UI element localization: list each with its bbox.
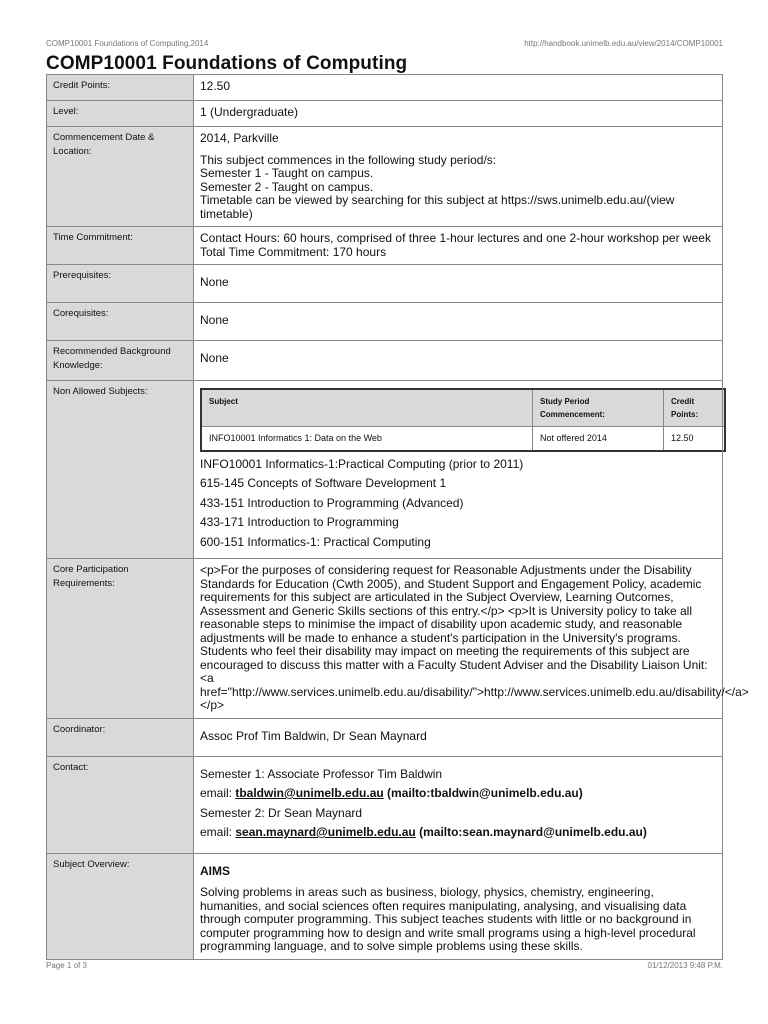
value-level: 1 (Undergraduate) — [194, 101, 723, 127]
row-non-allowed-subjects — [47, 381, 723, 559]
row-corequisites — [47, 303, 723, 341]
label-credit-points: Credit Points: — [47, 75, 194, 101]
label-contact: Contact: — [47, 756, 194, 853]
contact-email-line-2 — [200, 826, 716, 840]
column-header-study-period: Study Period Commencement: — [533, 389, 664, 427]
label-coordinator: Coordinator: — [47, 718, 194, 756]
list-item: 433-171 Introduction to Programming — [200, 515, 399, 529]
value-non-allowed-subjects — [194, 381, 723, 559]
print-timestamp: 01/12/2013 9:48 P.M. — [647, 961, 723, 970]
email-prefix: email: — [200, 825, 236, 839]
table-row — [201, 427, 725, 451]
row-background-knowledge — [47, 341, 723, 381]
email-link-sean-maynard[interactable]: sean.maynard@unimelb.edu.au — [235, 825, 416, 839]
label-commencement: Commencement Date & Location: — [47, 127, 194, 227]
label-level: Level: — [47, 101, 194, 127]
value-credit-points: 12.50 — [194, 75, 723, 101]
label-non-allowed-subjects: Non Allowed Subjects: — [47, 381, 194, 559]
overview-text: Solving problems in areas such as business, biology, physics, chemistry, engineering, humanities, and social sciences often requires manipulating, analysing, and visualising data through computer programming. This subject teaches students with little or no background in computer programming how to design and write small programs using a high-level procedural programming language, and to solve simple problems using these skills. — [200, 885, 696, 953]
commencement-line: Semester 1 - Taught on campus. — [200, 166, 374, 180]
contact-semester-2: Semester 2: Dr Sean Maynard — [200, 805, 363, 820]
row-time-commitment — [47, 227, 723, 265]
label-corequisites: Corequisites: — [47, 303, 194, 341]
value-core-participation: <p>For the purposes of considering request for Reasonable Adjustments under the Disability Standards for Education (Cwth 2005), and Student Support and Engagement Policy, academic requirements for this subject are articulated in the Subject Overview, Learning Outcomes, Assessment and Generic Skills sections of this entry.</p> <p>It is University policy to take all reasonable steps to minimise the impact of disability upon academic study, and reasonable adjustments will be made to enhance a student's participation in the University's programs. Students who feel their disability may impact on meeting the requirements of this subject are encouraged to discuss this matter with a Faculty Student Adviser and the Disability Liaison Unit: <a href="http://www.services.unimelb.edu.au/disability/">http://www.services.unimelb.edu.au/disability/</a></p> — [194, 559, 723, 719]
value-time-commitment: Contact Hours: 60 hours, comprised of three 1-hour lectures and one 2-hour workshop per week Total Time Commitment: 170 hours — [194, 227, 723, 265]
table-header-row — [201, 389, 725, 427]
row-subject-overview — [47, 853, 723, 959]
row-contact — [47, 756, 723, 853]
row-prerequisites — [47, 265, 723, 303]
list-item: INFO10001 Informatics-1:Practical Computing (prior to 2011) — [200, 456, 524, 471]
commencement-location: 2014, Parkville — [200, 131, 279, 145]
label-core-participation: Core Participation Requirements: — [47, 559, 194, 719]
list-item: 600-151 Informatics-1: Practical Computing — [200, 534, 431, 549]
contact-email-line-1 — [200, 787, 716, 801]
commencement-line: Semester 2 - Taught on campus. — [200, 179, 374, 194]
email-link-tbaldwin[interactable]: tbaldwin@unimelb.edu.au — [235, 786, 384, 800]
label-time-commitment: Time Commitment: — [47, 227, 194, 265]
value-commencement — [194, 127, 723, 227]
page-number: Page 1 of 3 — [46, 961, 87, 970]
row-credit-points — [47, 75, 723, 101]
label-background-knowledge: Recommended Background Knowledge: — [47, 341, 194, 381]
value-background-knowledge: None — [194, 341, 723, 381]
row-core-participation — [47, 559, 723, 719]
value-contact — [194, 756, 723, 853]
mailto-sean-maynard: (mailto:sean.maynard@unimelb.edu.au) — [415, 825, 647, 839]
cell-credit-points: 12.50 — [664, 427, 726, 451]
value-prerequisites: None — [194, 265, 723, 303]
list-item: 433-151 Introduction to Programming (Advanced) — [200, 495, 464, 510]
value-corequisites: None — [194, 303, 723, 341]
value-coordinator: Assoc Prof Tim Baldwin, Dr Sean Maynard — [194, 718, 723, 756]
non-allowed-subjects-table — [200, 388, 726, 452]
column-header-credit-points: Credit Points: — [664, 389, 726, 427]
overview-heading: AIMS — [200, 863, 230, 878]
page-header-left: COMP10001 Foundations of Computing,2014 — [46, 39, 209, 48]
label-prerequisites: Prerequisites: — [47, 265, 194, 303]
label-subject-overview: Subject Overview: — [47, 853, 194, 959]
cell-subject: INFO10001 Informatics 1: Data on the Web — [201, 427, 533, 451]
column-header-subject: Subject — [201, 389, 533, 427]
row-level — [47, 101, 723, 127]
subject-details-table — [46, 74, 749, 960]
value-subject-overview — [194, 853, 723, 959]
page-title: COMP10001 Foundations of Computing — [46, 53, 408, 74]
commencement-line: Timetable can be viewed by searching for this subject at https://sws.unimelb.edu.au/(view timetable) — [200, 193, 675, 221]
commencement-line: This subject commences in the following study period/s: — [200, 152, 497, 167]
email-prefix: email: — [200, 786, 236, 800]
row-coordinator — [47, 718, 723, 756]
list-item: 615-145 Concepts of Software Development 1 — [200, 476, 447, 490]
mailto-tbaldwin: (mailto:tbaldwin@unimelb.edu.au) — [383, 786, 583, 800]
page-header-url: http://handbook.unimelb.edu.au/view/2014/COMP10001 — [524, 39, 723, 48]
cell-study-period: Not offered 2014 — [533, 427, 664, 451]
contact-semester-1: Semester 1: Associate Professor Tim Baldwin — [200, 766, 443, 781]
row-commencement — [47, 127, 723, 227]
